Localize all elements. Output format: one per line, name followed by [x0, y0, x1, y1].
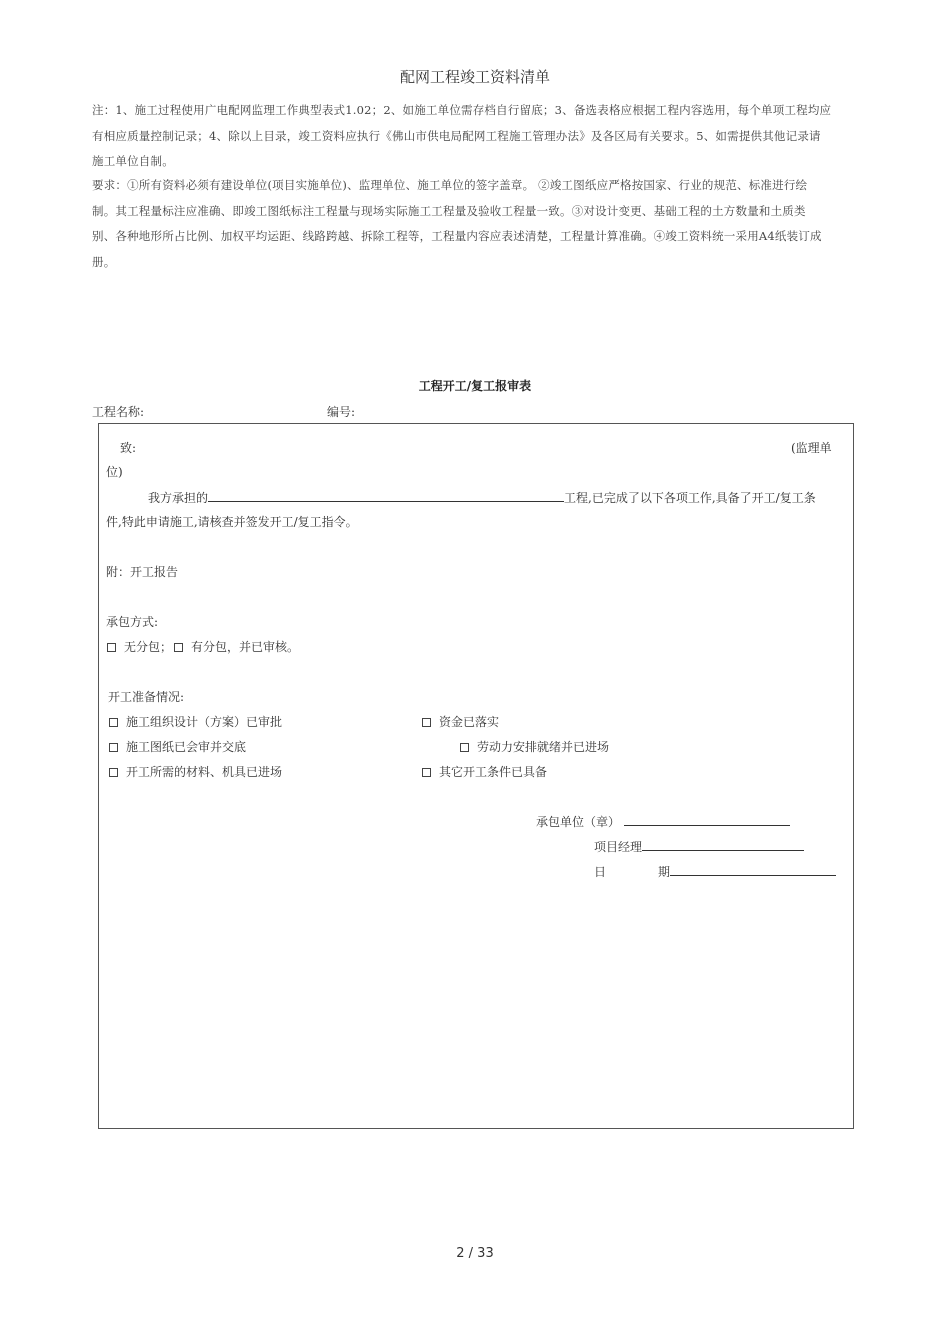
- prep-item: [109, 763, 282, 780]
- note-line: 施工单位自制。: [92, 154, 174, 169]
- project-blank-line: [208, 488, 564, 502]
- requirement-line: 别、各种地形所占比例、加权平均运距、线路跨越、拆除工程等，工程量内容应表述清楚，工程量计算准确。④竣工资料统一采用A4纸装订成: [92, 229, 822, 244]
- page-number: 2 / 33: [456, 1246, 494, 1261]
- contract-options: [107, 638, 299, 655]
- requirement-line: 制。其工程量标注应准确、即竣工图纸标注工程量与现场实际施工工程量及验收工程量一致。③对设计变更、基础工程的土方数量和土质类: [92, 203, 806, 218]
- prep-checkbox[interactable]: [109, 718, 118, 727]
- date-label-1: 日: [594, 865, 607, 879]
- body-prefix: 我方承担的: [148, 491, 209, 505]
- prep-item: [422, 713, 499, 730]
- date-blank-line: [670, 862, 836, 876]
- date-label-2: 期: [658, 865, 671, 879]
- body-suffix: 工程,已完成了以下各项工作,具备了开工/复工条: [564, 491, 816, 505]
- prep-item: [422, 763, 547, 780]
- no-subcontract-label: 无分包；: [124, 640, 173, 654]
- prep-item: [460, 738, 609, 755]
- prep-checkbox[interactable]: [422, 718, 431, 727]
- prep-item-label: 开工所需的材料、机具已进场: [126, 765, 283, 779]
- number-label: 编号:: [327, 405, 356, 419]
- contractor-label: 承包单位（章）: [536, 815, 621, 829]
- to-label: 致:: [120, 441, 137, 455]
- supervisor-unit-label-cont: 位): [106, 465, 123, 479]
- project-manager-label: 项目经理: [594, 840, 643, 854]
- note-line: 有相应质量控制记录；4、除以上目录，竣工资料应执行《佛山市供电局配网工程施工管理办法》及各区局有关要求。5、如需提供其他记录请: [92, 128, 821, 143]
- prep-item: [109, 713, 282, 730]
- requirement-paragraph: [92, 173, 900, 275]
- prep-item-label: 施工图纸已会审并交底: [126, 740, 247, 754]
- no-subcontract-checkbox[interactable]: [107, 643, 116, 652]
- prep-checkbox[interactable]: [109, 768, 118, 777]
- subcontract-checkbox[interactable]: [174, 643, 183, 652]
- body-line-1: [148, 488, 816, 506]
- document-title: 配网工程竣工资料清单: [399, 68, 550, 86]
- application-form-box: [98, 423, 854, 1129]
- prep-checkbox[interactable]: [109, 743, 118, 752]
- prep-checkbox[interactable]: [460, 743, 469, 752]
- contractor-blank-line: [624, 812, 790, 826]
- prep-label: 开工准备情况:: [108, 690, 185, 704]
- subcontract-label: 有分包，并已审核。: [191, 640, 300, 654]
- prep-item-label: 劳动力安排就绪并已进场: [477, 740, 610, 754]
- supervisor-unit-label: (监理单: [791, 441, 832, 455]
- note-line: 注：1、施工过程使用广电配网监理工作典型表式1.02；2、如施工单位需存档自行留底；3、备选表格应根据工程内容选用，每个单项工程均应: [92, 103, 832, 117]
- requirement-line: 册。: [92, 254, 116, 269]
- prep-checkbox[interactable]: [422, 768, 431, 777]
- prep-item-label: 其它开工条件已具备: [439, 765, 548, 779]
- body-line-2: 件,特此申请施工,请核查并签发开工/复工指令。: [106, 515, 358, 529]
- contractor-signature: [536, 812, 790, 830]
- requirement-line: 要求：①所有资料必须有建设单位(项目实施单位)、监理单位、施工单位的签字盖章。 ②竣工图纸应严格按国家、行业的规范、标准进行绘: [92, 178, 808, 192]
- date-signature: [594, 862, 836, 880]
- project-manager-blank-line: [642, 837, 804, 851]
- form-title: 工程开工/复工报审表: [418, 379, 532, 393]
- contract-mode-label: 承包方式:: [106, 615, 159, 629]
- project-name-label: 工程名称:: [92, 405, 145, 419]
- prep-item-label: 资金已落实: [439, 715, 500, 729]
- prep-item: [109, 738, 246, 755]
- project-manager-signature: [594, 837, 804, 855]
- attachment-label: 附：开工报告: [106, 565, 179, 579]
- prep-item-label: 施工组织设计（方案）已审批: [126, 715, 283, 729]
- note-paragraph: [92, 98, 900, 175]
